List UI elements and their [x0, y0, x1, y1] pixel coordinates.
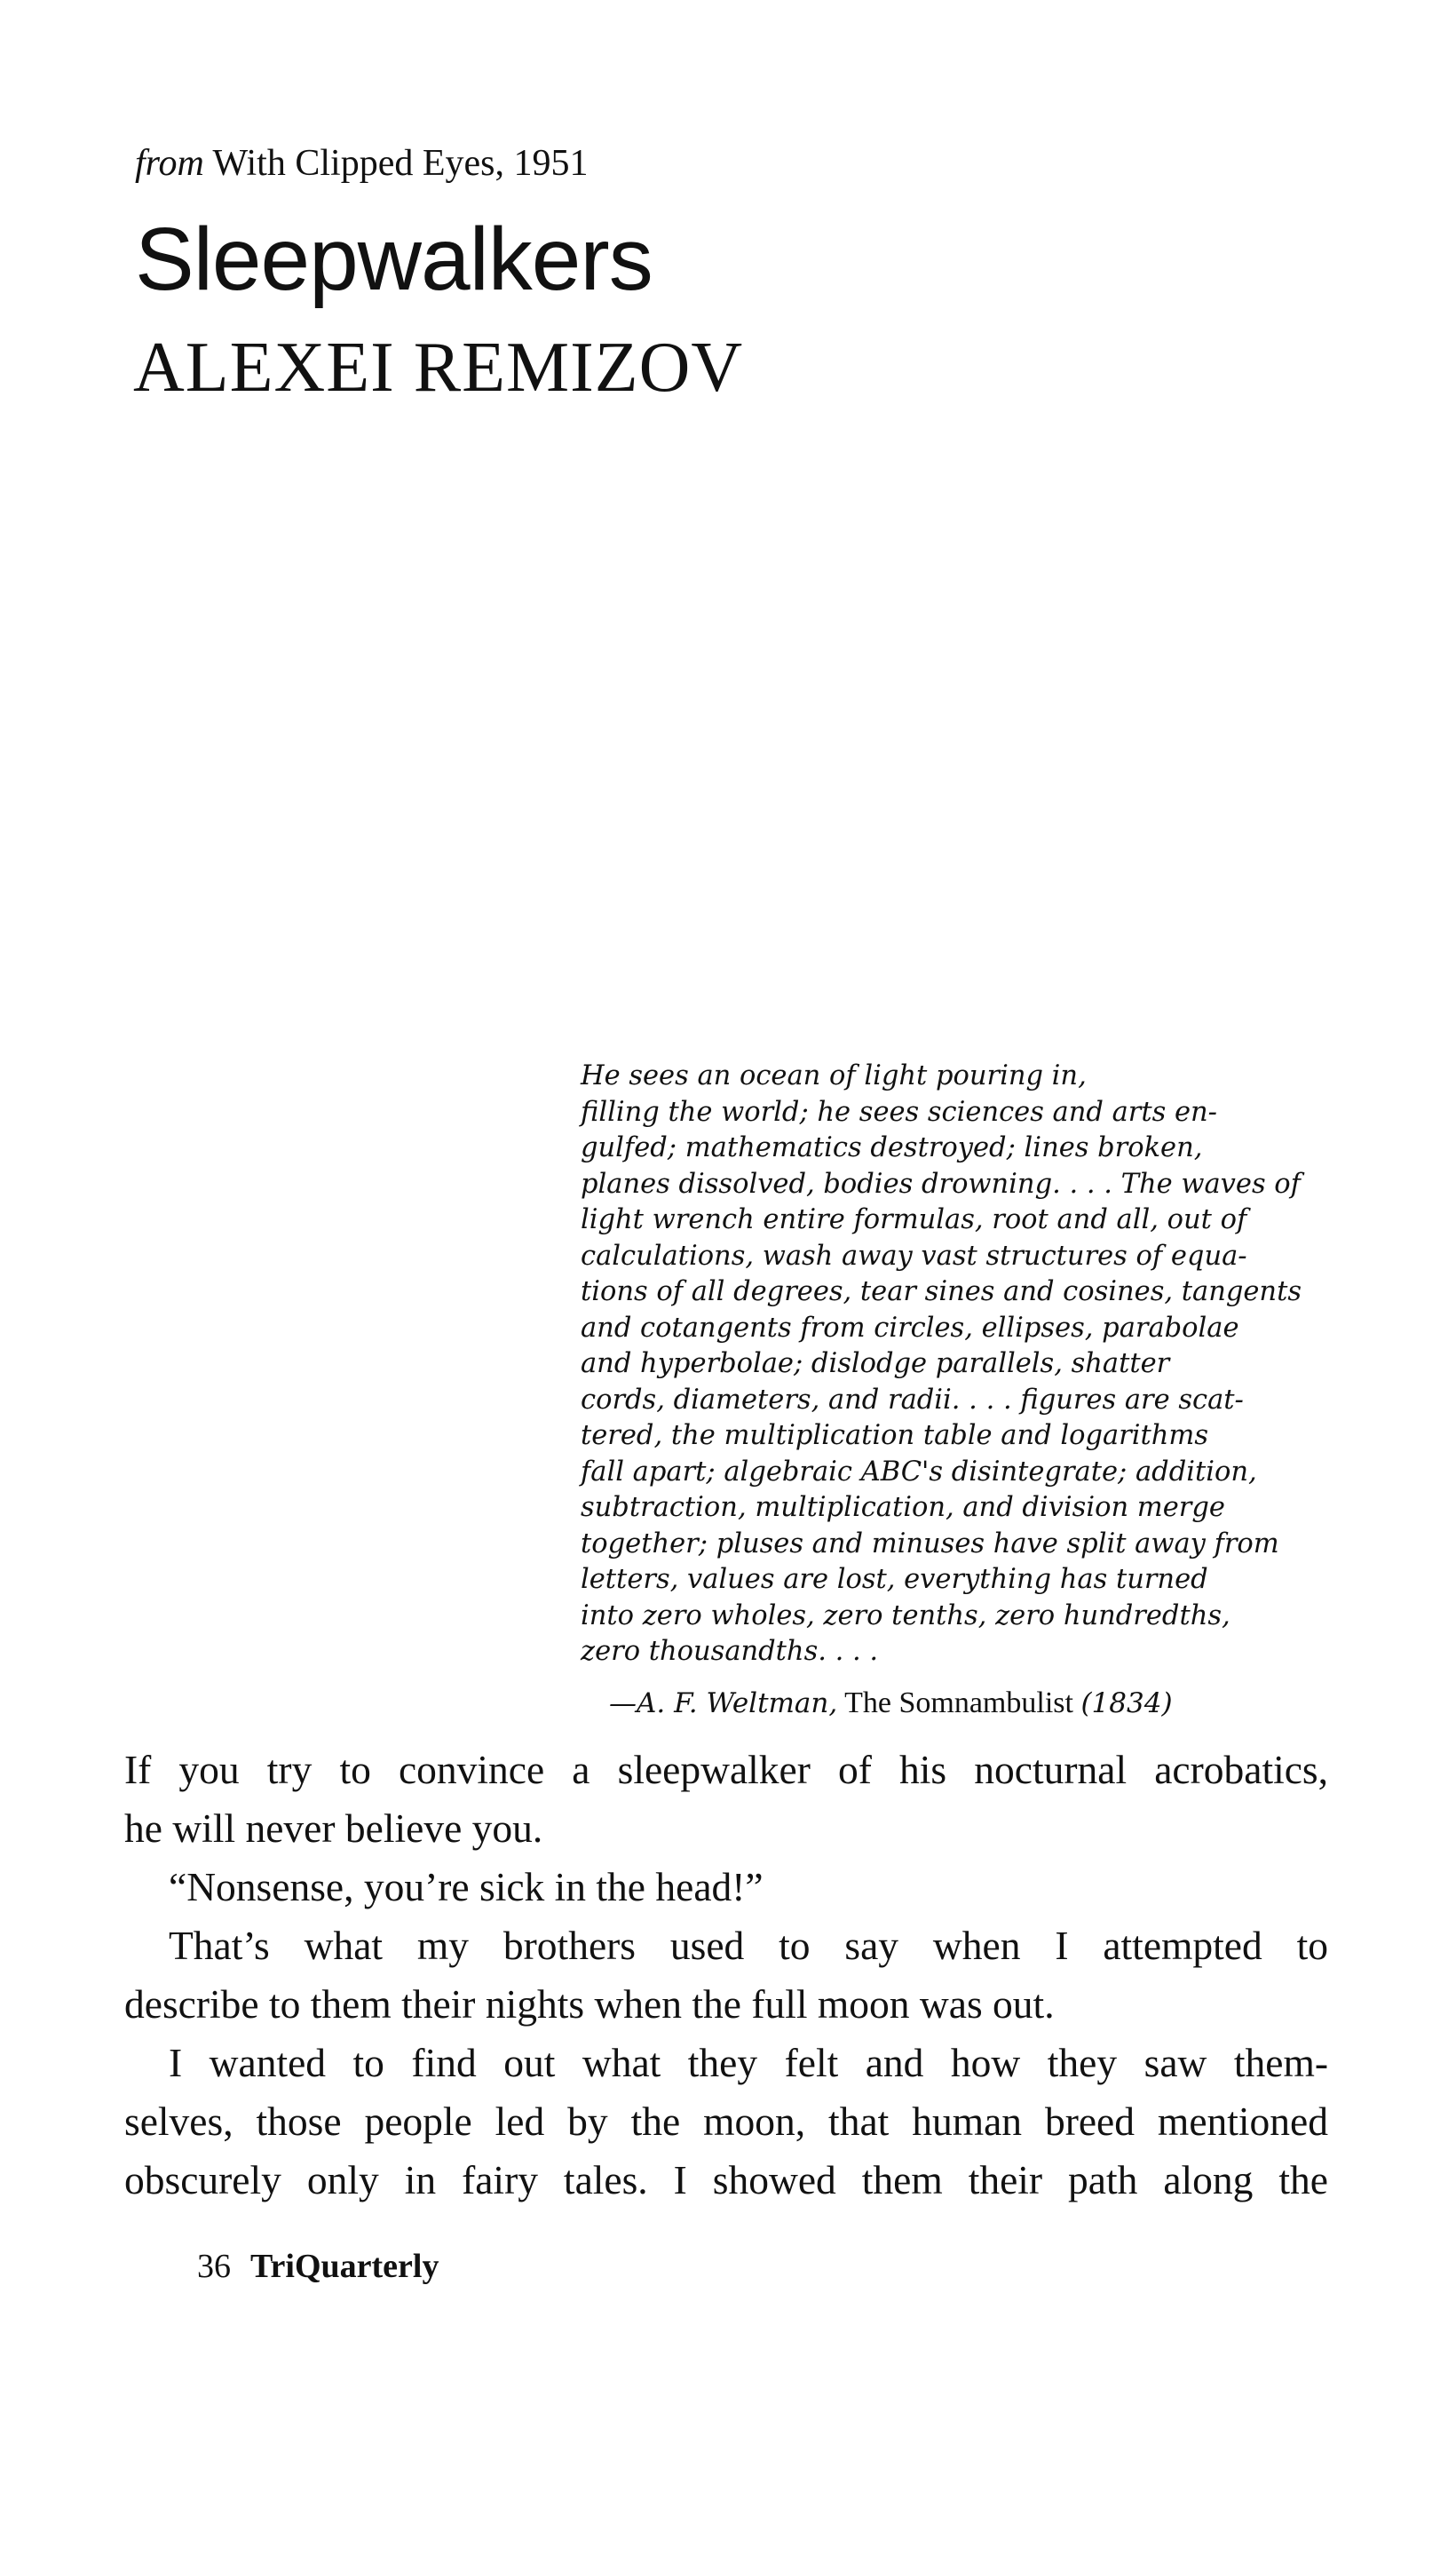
epigraph-line: subtraction, multiplication, and division merge — [581, 1492, 1225, 1523]
attribution-author: —A. F. Weltman, — [609, 1687, 838, 1719]
epigraph-line: He sees an ocean of light pouring in, — [581, 1060, 1087, 1091]
source-line — [135, 142, 588, 185]
attribution-year: (1834) — [1080, 1687, 1173, 1719]
epigraph-line: into zero wholes, zero tenths, zero hundredths, — [581, 1599, 1230, 1631]
epigraph-line: tered, the multiplication table and logarithms — [581, 1420, 1208, 1451]
epigraph-line: light wrench entire formulas, root and all, out of — [581, 1204, 1247, 1235]
body-line: describe to them their nights when the full moon was out. — [124, 1981, 1055, 2027]
journal-name: TriQuarterly — [250, 2248, 439, 2285]
body-line: he will never believe you. — [124, 1805, 543, 1851]
epigraph-line: zero thousandths. . . . — [581, 1636, 879, 1667]
epigraph-line: planes dissolved, bodies drowning. . . . The waves of — [581, 1168, 1301, 1200]
source-title: With Clipped Eyes, 1951 — [212, 143, 589, 184]
epigraph-line: letters, values are lost, everything has turned — [581, 1564, 1208, 1595]
epigraph-line: cords, diameters, and radii. . . . figures are scat- — [581, 1384, 1244, 1416]
epigraph-line: together; pluses and minuses have split away from — [581, 1527, 1279, 1559]
epigraph-line: and cotangents from circles, ellipses, parabolae — [581, 1312, 1239, 1344]
page-number: 36 — [197, 2248, 231, 2285]
body-line: That’s what my brothers used to say when I attempted to — [169, 1923, 1328, 1968]
epigraph-line: tions of all degrees, tear sines and cosines, tangents — [581, 1276, 1302, 1307]
body-line: I wanted to find out what they felt and how they saw them- — [169, 2040, 1328, 2085]
epigraph-line: filling the world; he sees sciences and arts en- — [581, 1096, 1217, 1128]
source-prefix: from — [135, 143, 204, 184]
body-line: selves, those people led by the moon, that human breed mentioned — [124, 2099, 1328, 2144]
body-text — [124, 1741, 1328, 2210]
attribution-work: The Somnambulist — [844, 1686, 1073, 1719]
epigraph-line: gulfed; mathematics destroyed; lines broken, — [581, 1132, 1203, 1163]
body-line: obscurely only in fairy tales. I showed them their path along the — [124, 2157, 1328, 2202]
epigraph-line: fall apart; algebraic ABC's disintegrate; addition, — [581, 1456, 1257, 1488]
epigraph-attribution — [609, 1686, 1173, 1721]
page-title: Sleepwalkers — [135, 210, 653, 309]
body-line: “Nonsense, you’re sick in the head!” — [169, 1864, 764, 1909]
page-footer — [197, 2247, 439, 2286]
epigraph — [581, 1059, 1353, 1670]
epigraph-line: calculations, wash away vast structures of equa- — [581, 1240, 1247, 1272]
epigraph-line: and hyperbolae; dislodge parallels, shatter — [581, 1348, 1170, 1379]
author-name: ALEXEI REMIZOV — [133, 329, 744, 407]
body-line: If you try to convince a sleepwalker of his nocturnal acrobatics, — [124, 1747, 1328, 1792]
